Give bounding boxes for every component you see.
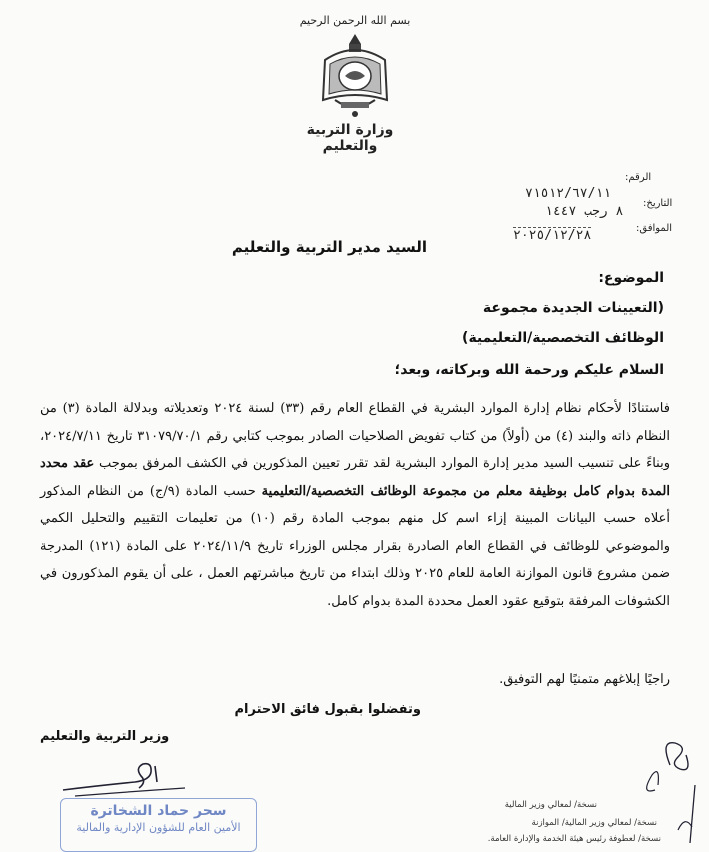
reference-number-value: ٧١٥١٢/٦٧/١١ [525, 186, 612, 201]
stamp-title: الأمين العام للشؤون الإدارية والمالية [76, 821, 241, 834]
handwritten-annotation [600, 735, 705, 845]
subject-line-2: الوظائف التخصصية/التعليمية) [462, 330, 664, 346]
jordan-coat-of-arms-emblem [305, 30, 405, 120]
addressee: السيد مدير التربية والتعليم [231, 238, 427, 256]
closing-respect: وتفضلوا بقبول فائق الاحترام [234, 702, 421, 717]
greeting: السلام عليكم ورحمة الله وبركاته، وبعد؛ [394, 362, 664, 378]
date-hijri-value: ٨ رجب ١٤٤٧ [545, 204, 624, 219]
copy-recipient-3: نسخة/ لعطوفة رئيس هيئة الخدمة والإدارة العامة. [487, 834, 661, 844]
body-bold-phrase: عقد محدد المدة بدوام كامل بوظيفة معلم من مجموعة الوظائف التخصصية/التعليمية [40, 456, 670, 499]
date-gregorian-value: ٢٠٢٥/١٢/٢٨ [513, 228, 592, 243]
copy-recipient-1: نسخة/ لمعالي وزير المالية [504, 800, 597, 810]
corresponding-date-label: الموافق: [636, 223, 673, 234]
subject-label: الموضوع: [598, 270, 664, 286]
reference-number-label: الرقم: [625, 172, 652, 183]
body-paragraph-part-1: فاستنادًا لأحكام نظام إدارة الموارد البشرية في القطاع العام رقم (٣٣) لسنة ٢٠٢٤ وتعديلاته وبدلالة المادة (٣) من النظام ذاته والبند (٤) من (أولاً) من كتاب تفويض الصلاحيات الصادر بموجب كتابي رقم ٣١٠٧٩/٧٠/١ تاريخ ٢٠٢٤/٧/١١، وبناءً على تنسيب السيد مدير إدارة الموارد البشرية لقد تقرر تعيين المذكورين في الكشف المرفق بموجب [40, 401, 671, 471]
body-paragraph-part-2: حسب المادة (٩/ج) من النظام المذكور أعلاه حسب البيانات المبينة إزاء اسم كل منهم بموجب المادة رقم (١٠) من تعليمات التقييم والتحليل الكمي والموضوعي للوظائف في القطاع العام الصادرة بقرار مجلس الوزراء تاريخ ٢٠٢٤/١١/٩ على المادة (١٢١) المدرجة ضمن مشروع قانون الموازنة العامة للعام ٢٠٢٥ وذلك ابتداء من تاريخ مباشرتهم العمل ، على أن يقوم المذكورون في الكشوفات المرفقة بتوقيع عقود العمل محددة المدة بدوام كامل. [40, 483, 670, 609]
official-stamp [60, 798, 257, 852]
date-label: التاريخ: [643, 198, 673, 209]
bismillah-header: بسم الله الرحمن الرحيم [299, 14, 411, 27]
copy-recipient-2: نسخة/ لمعالي وزير المالية/ الموازنة [531, 818, 657, 828]
closing-wish: راجيًا إبلاغهم متمنيًا لهم التوفيق. [499, 672, 670, 687]
handwritten-signature [55, 752, 195, 800]
stamp-name: سحر حماد الشخاترة [90, 803, 227, 819]
letter-body [40, 395, 670, 615]
ministry-logo-text: وزارة التربية والتعليم [306, 122, 394, 154]
signatory-title: وزير التربية والتعليم [40, 729, 170, 744]
subject-line-1: (التعيينات الجديدة مجموعة [482, 300, 664, 316]
